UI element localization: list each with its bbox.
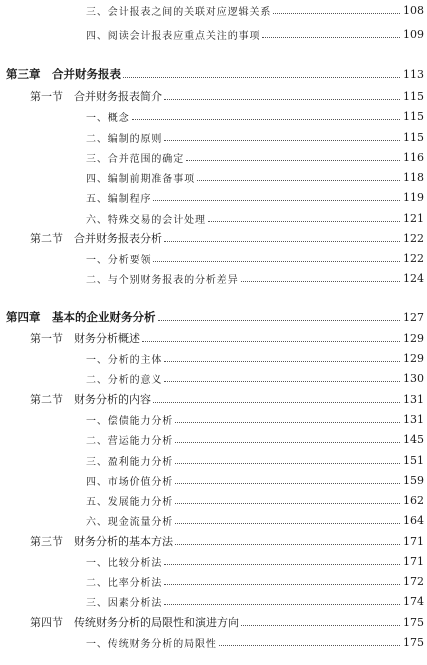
toc-entry-title: 第四章 基本的企业财务分析 xyxy=(6,310,156,324)
dot-leader xyxy=(164,381,400,382)
toc-entry-title: 三、盈利能力分析 xyxy=(86,456,174,468)
dot-leader xyxy=(219,645,400,646)
toc-page-number: 145 xyxy=(403,432,424,446)
toc-chapter-row[interactable] xyxy=(0,307,424,327)
toc-entry-title: 一、分析要领 xyxy=(86,254,152,266)
toc-item-row[interactable] xyxy=(0,591,424,611)
toc-entry-title: 二、分析的意义 xyxy=(86,374,163,386)
toc-page-number: 175 xyxy=(403,635,424,649)
toc-entry-title: 二、比率分析法 xyxy=(86,577,163,589)
dot-leader xyxy=(164,241,400,242)
dot-leader xyxy=(175,544,400,545)
toc-item-row[interactable] xyxy=(0,106,424,126)
toc-page-number: 127 xyxy=(403,310,424,324)
dot-leader xyxy=(164,584,400,585)
toc-entry-title: 四、市场价值分析 xyxy=(86,476,174,488)
toc-page-number: 115 xyxy=(403,89,424,103)
dot-leader xyxy=(175,442,400,443)
toc-section-row[interactable] xyxy=(0,228,424,248)
toc-entry-title: 第三章 合并财务报表 xyxy=(6,67,121,81)
toc-page-number: 162 xyxy=(403,493,424,507)
toc-item-row[interactable] xyxy=(0,248,424,268)
toc-page-number: 109 xyxy=(403,27,424,41)
toc-page-number: 116 xyxy=(403,150,424,164)
toc-section-row[interactable] xyxy=(0,531,424,551)
toc-item-row[interactable] xyxy=(0,24,424,44)
toc-entry-title: 第一节 财务分析概述 xyxy=(30,332,140,345)
dot-leader xyxy=(164,361,400,362)
dot-leader xyxy=(153,402,400,403)
toc-item-row[interactable] xyxy=(0,490,424,510)
toc-page-number: 124 xyxy=(403,271,424,285)
toc-item-row[interactable] xyxy=(0,147,424,167)
toc-entry-title: 六、现金流量分析 xyxy=(86,516,174,528)
dot-leader xyxy=(241,625,400,626)
toc-item-row[interactable] xyxy=(0,510,424,530)
toc-entry-title: 六、特殊交易的会计处理 xyxy=(86,214,206,226)
toc-entry-title: 第二节 财务分析的内容 xyxy=(30,393,151,406)
dot-leader xyxy=(175,483,400,484)
toc-entry-title: 第一节 合并财务报表简介 xyxy=(30,90,162,103)
dot-leader xyxy=(186,160,400,161)
toc-entry-title: 一、概念 xyxy=(86,112,130,124)
toc-page-number: 119 xyxy=(403,190,424,204)
dot-leader xyxy=(241,281,400,282)
toc-item-row[interactable] xyxy=(0,571,424,591)
dot-leader xyxy=(158,320,401,321)
toc-page-number: 151 xyxy=(403,453,424,467)
dot-leader xyxy=(142,341,400,342)
toc-entry-title: 四、阅读会计报表应重点关注的事项 xyxy=(86,30,261,42)
toc-section-row[interactable] xyxy=(0,389,424,409)
toc-page-number: 115 xyxy=(403,109,424,123)
toc-entry-title: 三、会计报表之间的关联对应逻辑关系 xyxy=(86,6,272,18)
dot-leader xyxy=(164,604,400,605)
toc-entry-title: 四、编制前期准备事项 xyxy=(86,173,195,185)
dot-leader xyxy=(273,13,400,14)
toc-entry-title: 第二节 合并财务报表分析 xyxy=(30,232,162,245)
toc-page-number: 108 xyxy=(403,3,424,17)
toc-page-number: 113 xyxy=(403,67,424,81)
toc-item-row[interactable] xyxy=(0,429,424,449)
toc-page-number: 131 xyxy=(403,392,424,406)
dot-leader xyxy=(175,422,400,423)
toc-entry-title: 三、合并范围的确定 xyxy=(86,153,185,165)
toc-entry-title: 五、编制程序 xyxy=(86,193,152,205)
toc-page-number: 171 xyxy=(403,534,424,548)
toc-entry-title: 三、因素分析法 xyxy=(86,597,163,609)
toc-chapter-row[interactable] xyxy=(0,64,424,84)
toc-item-row[interactable] xyxy=(0,348,424,368)
dot-leader xyxy=(175,463,400,464)
toc-item-row[interactable] xyxy=(0,470,424,490)
toc-page-number: 131 xyxy=(403,412,424,426)
toc-item-row[interactable] xyxy=(0,551,424,571)
toc-page-number: 175 xyxy=(403,615,424,629)
toc-section-row[interactable] xyxy=(0,328,424,348)
dot-leader xyxy=(164,99,400,100)
toc-entry-title: 二、编制的原则 xyxy=(86,133,163,145)
toc-item-row[interactable] xyxy=(0,208,424,228)
dot-leader xyxy=(175,503,400,504)
dot-leader xyxy=(123,77,400,78)
toc-page-number: 118 xyxy=(403,170,424,184)
toc-page-number: 122 xyxy=(403,231,424,245)
toc-page-number: 129 xyxy=(403,331,424,345)
toc-page-number: 174 xyxy=(403,594,424,608)
toc-entry-title: 一、传统财务分析的局限性 xyxy=(86,638,217,650)
toc-page-number: 171 xyxy=(403,554,424,568)
toc-item-row[interactable] xyxy=(0,0,424,20)
toc-page-number: 115 xyxy=(403,130,424,144)
toc-item-row[interactable] xyxy=(0,409,424,429)
toc-page-number: 172 xyxy=(403,574,424,588)
dot-leader xyxy=(164,564,400,565)
toc-entry-title: 一、分析的主体 xyxy=(86,354,163,366)
toc-entry-title: 二、营运能力分析 xyxy=(86,435,174,447)
toc-page-number: 121 xyxy=(403,211,424,225)
dot-leader xyxy=(262,37,400,38)
toc-entry-title: 第三节 财务分析的基本方法 xyxy=(30,535,173,548)
dot-leader xyxy=(208,221,400,222)
toc-item-row[interactable] xyxy=(0,368,424,388)
toc-page-number: 159 xyxy=(403,473,424,487)
dot-leader xyxy=(197,180,400,181)
toc-section-row[interactable] xyxy=(0,86,424,106)
toc-item-row[interactable] xyxy=(0,450,424,470)
toc-page-number: 129 xyxy=(403,351,424,365)
toc-item-row[interactable] xyxy=(0,127,424,147)
dot-leader xyxy=(175,523,400,524)
toc-page-number: 130 xyxy=(403,371,424,385)
toc-page-number: 164 xyxy=(403,513,424,527)
toc-entry-title: 第四节 传统财务分析的局限性和演进方向 xyxy=(30,616,239,629)
toc-item-row[interactable] xyxy=(0,167,424,187)
toc-entry-title: 五、发展能力分析 xyxy=(86,496,174,508)
toc-item-row[interactable] xyxy=(0,632,424,652)
dot-leader xyxy=(153,200,400,201)
toc-entry-title: 一、偿债能力分析 xyxy=(86,415,174,427)
toc-item-row[interactable] xyxy=(0,187,424,207)
dot-leader xyxy=(153,261,400,262)
dot-leader xyxy=(164,140,400,141)
dot-leader xyxy=(132,119,400,120)
toc-item-row[interactable] xyxy=(0,268,424,288)
toc-entry-title: 一、比较分析法 xyxy=(86,557,163,569)
toc-page-number: 122 xyxy=(403,251,424,265)
toc-section-row[interactable] xyxy=(0,612,424,632)
toc-entry-title: 二、与个别财务报表的分析差异 xyxy=(86,274,239,286)
